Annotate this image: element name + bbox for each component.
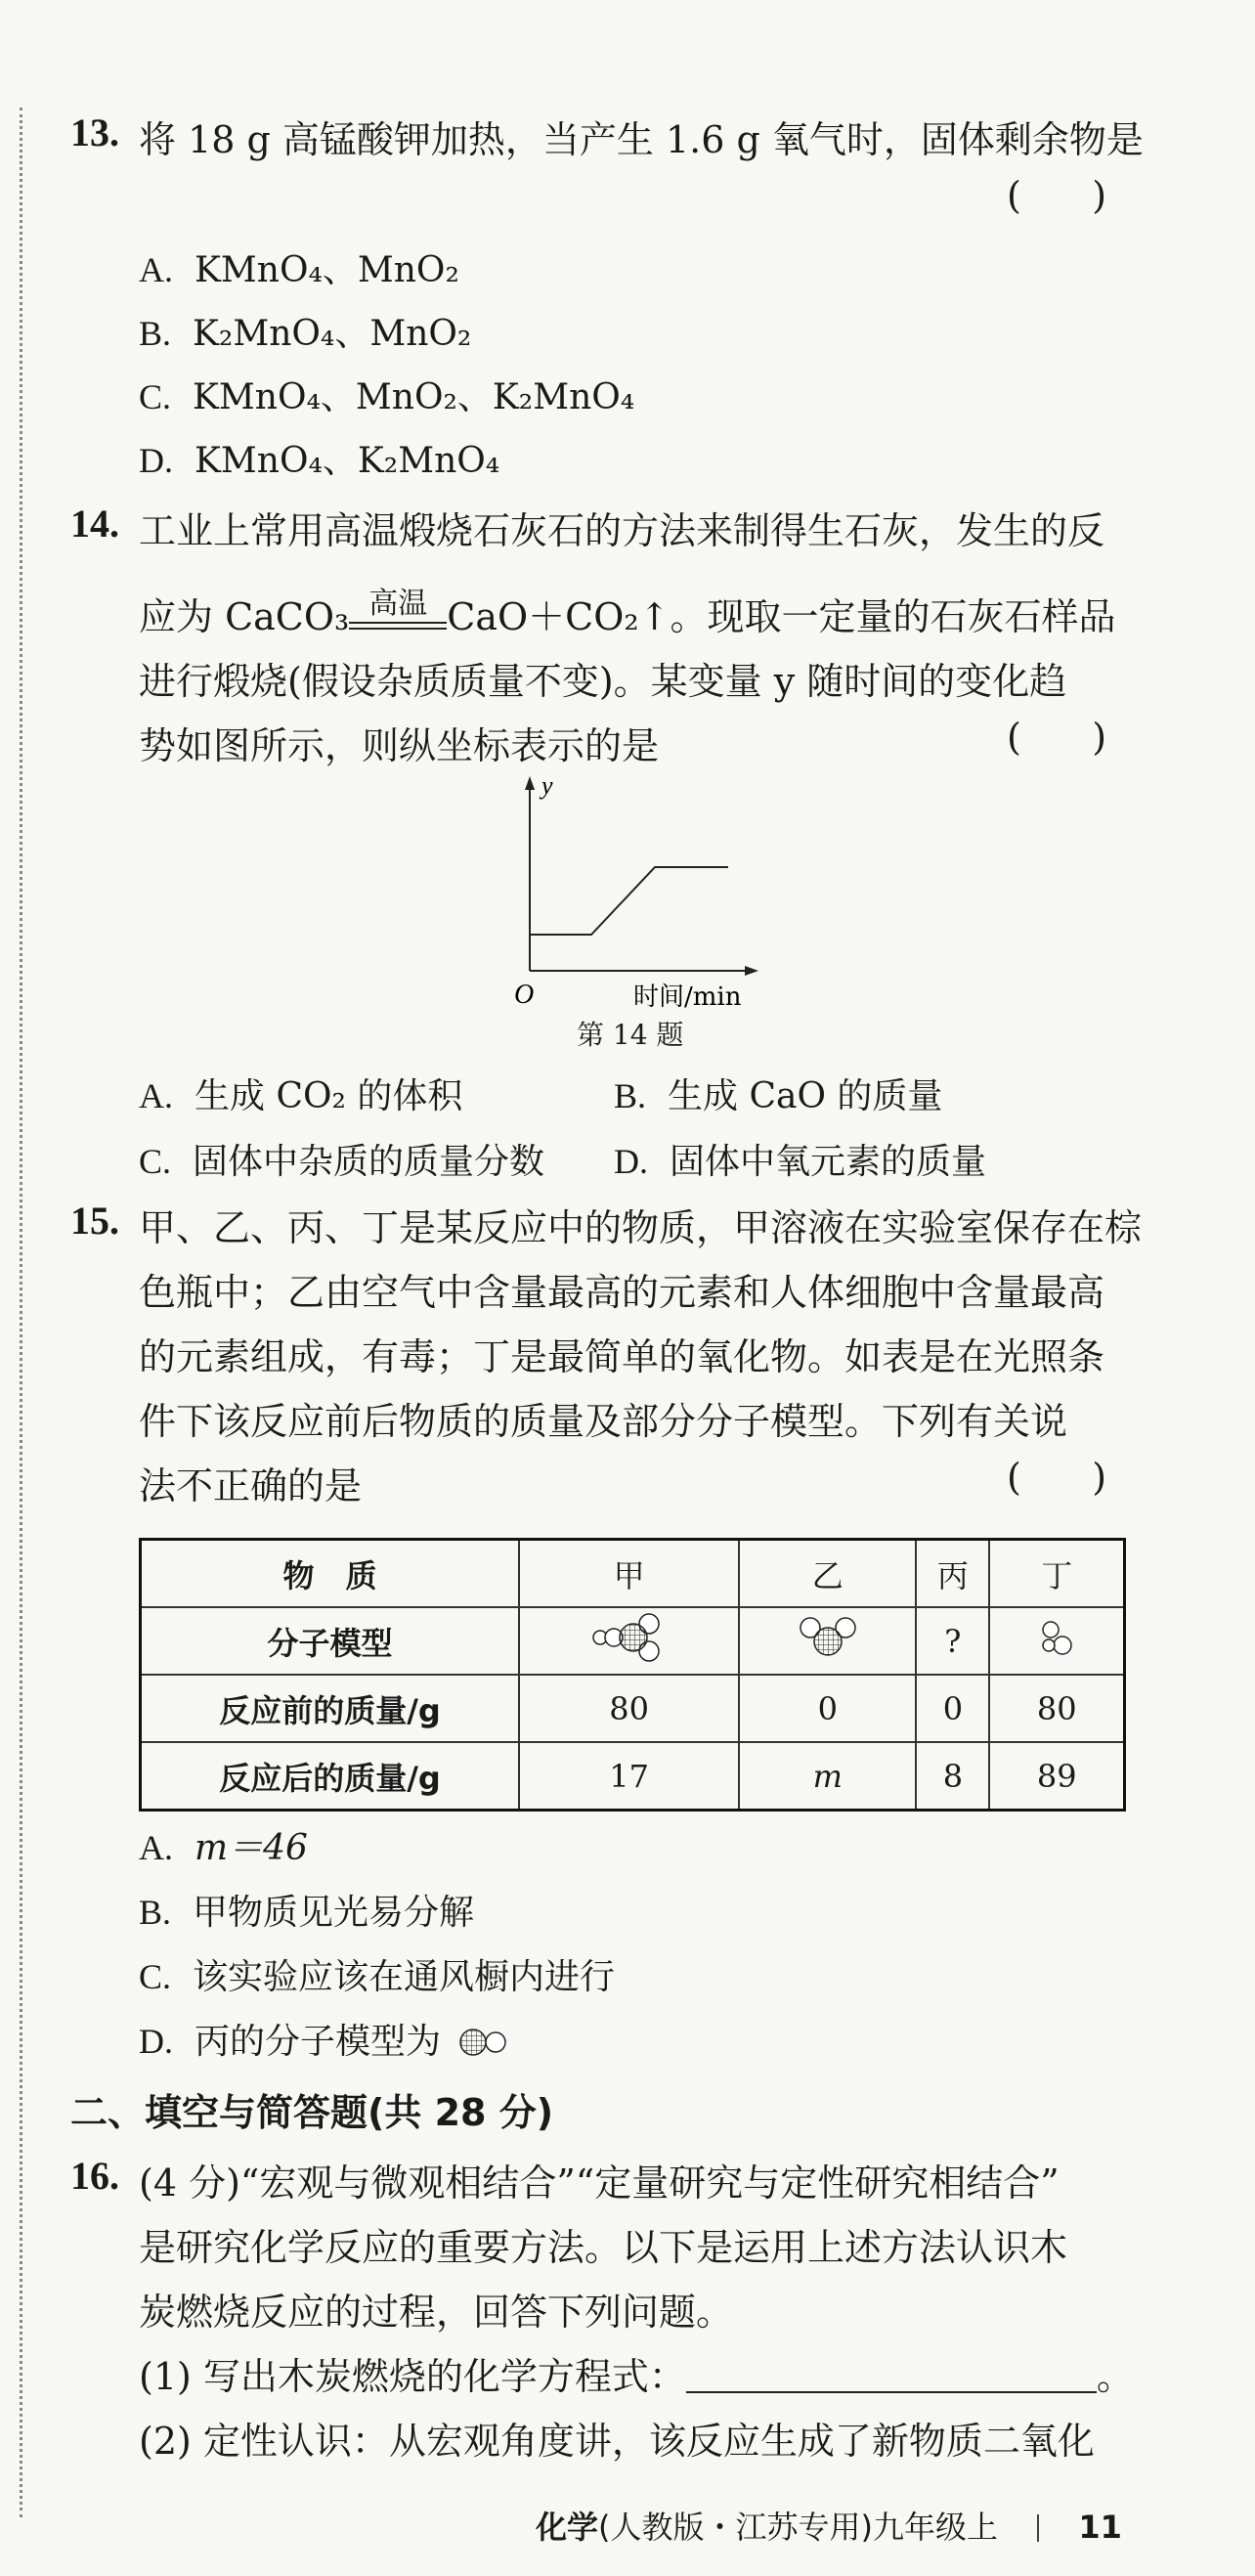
table-row-label: 反应后的质量/g bbox=[141, 1742, 520, 1811]
option-text: 固体中氧元素的质量 bbox=[670, 1142, 987, 1182]
q15-number: 15. bbox=[70, 1199, 119, 1243]
q14-option-b[interactable] bbox=[614, 1069, 942, 1118]
q16-sub1 bbox=[139, 2346, 1134, 2400]
q15-stem-line2: 色瓶中；乙由空气中含量最高的元素和人体细胞中含量最高 bbox=[139, 1271, 1105, 1314]
option-label: B. bbox=[139, 314, 172, 353]
q14-number: 14. bbox=[70, 502, 119, 546]
q13-number: 13. bbox=[70, 110, 119, 154]
q14-stem-line3: 进行煅烧(假设杂质质量不变)。某变量 y 随时间的变化趋 bbox=[139, 660, 1067, 703]
table-header-cell: 乙 bbox=[739, 1540, 916, 1608]
q13-stem: 将 18 g 高锰酸钾加热，当产生 1.6 g 氧气时，固体剩余物是 bbox=[139, 118, 1144, 161]
option-label: A. bbox=[139, 1828, 173, 1867]
molecule-model-ding bbox=[989, 1607, 1124, 1675]
table-cell: 80 bbox=[519, 1675, 739, 1742]
table-cell: 0 bbox=[739, 1675, 916, 1742]
footer-edition: (人教版・江苏专用)九年级上 bbox=[598, 2509, 998, 2546]
table-cell: 80 bbox=[989, 1675, 1124, 1742]
q14-stem-line4: 势如图所示，则纵坐标表示的是 bbox=[139, 724, 660, 767]
option-label: D. bbox=[614, 1142, 648, 1181]
option-label: D. bbox=[139, 2022, 173, 2061]
molecule-jia-icon bbox=[581, 1610, 678, 1665]
q16-stem-line2: 是研究化学反应的重要方法。以下是运用上述方法认识木 bbox=[139, 2226, 1068, 2269]
table-cell: 17 bbox=[519, 1742, 739, 1811]
option-label: A. bbox=[139, 250, 173, 289]
q15-option-d[interactable] bbox=[139, 2014, 520, 2064]
table-header-cell: 丁 bbox=[989, 1540, 1124, 1608]
option-text: 生成 CO₂ 的体积 bbox=[195, 1076, 463, 1116]
q15-stem-line3: 的元素组成，有毒；丁是最简单的氧化物。如表是在光照条 bbox=[139, 1335, 1105, 1378]
q14-stem-line1: 工业上常用高温煅烧石灰石的方法来制得生石灰，发生的反 bbox=[139, 509, 1105, 552]
molecule-model-bing: ? bbox=[916, 1607, 989, 1675]
q15-stem-line4: 件下该反应前后物质的质量及部分分子模型。下列有关说 bbox=[139, 1400, 1068, 1443]
table-row bbox=[141, 1675, 1125, 1742]
molecule-ding-icon bbox=[1027, 1610, 1086, 1665]
table-cell: 89 bbox=[989, 1742, 1124, 1811]
option-label: C. bbox=[139, 377, 172, 416]
q16-stem-line1: (4 分)“宏观与微观相结合”“定量研究与定性研究相结合” bbox=[139, 2161, 1060, 2205]
table-row bbox=[141, 1540, 1125, 1608]
y-axis-label: y bbox=[541, 772, 553, 800]
option-text: 丙的分子模型为 bbox=[195, 2022, 442, 2062]
table-row-label: 反应前的质量/g bbox=[141, 1675, 520, 1742]
trend-line bbox=[530, 867, 728, 935]
table-header-cell: 丙 bbox=[916, 1540, 989, 1608]
molecule-yi-icon bbox=[789, 1610, 867, 1665]
q13-answer-paren: ( ) bbox=[1007, 174, 1107, 217]
q15-stem-line1: 甲、乙、丙、丁是某反应中的物质，甲溶液在实验室保存在棕 bbox=[139, 1206, 1143, 1249]
q13-option-c[interactable] bbox=[139, 370, 634, 419]
table-cell: 0 bbox=[916, 1675, 989, 1742]
page-number: 11 bbox=[1078, 2509, 1122, 2546]
q15-answer-paren: ( ) bbox=[1007, 1456, 1107, 1499]
option-text: m＝46 bbox=[195, 1828, 308, 1868]
q16-sub2: (2) 定性认识：从宏观角度讲，该反应生成了新物质二氧化 bbox=[139, 2420, 1095, 2463]
option-text: 生成 CaO 的质量 bbox=[668, 1076, 943, 1116]
reaction-condition-text: 高温 bbox=[368, 587, 428, 621]
option-label: B. bbox=[139, 1893, 172, 1932]
table-row-label: 分子模型 bbox=[141, 1607, 520, 1675]
origin-label: O bbox=[514, 980, 535, 1010]
q15-stem-line5: 法不正确的是 bbox=[139, 1464, 363, 1507]
q15-option-b[interactable] bbox=[139, 1885, 474, 1935]
x-axis-label: 时间/min bbox=[633, 982, 742, 1012]
q13-option-d[interactable] bbox=[139, 433, 499, 483]
molecule-model-jia bbox=[519, 1607, 739, 1675]
q15-option-a[interactable] bbox=[139, 1820, 308, 1870]
table-header-cell: 物 质 bbox=[141, 1540, 520, 1608]
q14-option-a[interactable] bbox=[139, 1069, 462, 1118]
table-cell: m bbox=[739, 1742, 916, 1811]
section-title: 二、填空与简答题(共 28 分) bbox=[70, 2091, 554, 2134]
q14-option-c[interactable] bbox=[139, 1134, 544, 1184]
y-axis-arrow bbox=[525, 776, 535, 790]
q16-sub1-text: (1) 写出木炭燃烧的化学方程式： bbox=[139, 2355, 686, 2398]
q15-option-c[interactable] bbox=[139, 1949, 615, 1999]
footer-divider bbox=[1037, 2514, 1039, 2542]
option-text: 固体中杂质的质量分数 bbox=[193, 1142, 545, 1182]
option-text: K₂MnO₄、MnO₂ bbox=[193, 314, 472, 354]
q13-option-a[interactable] bbox=[139, 242, 459, 292]
q14-stem-line2 bbox=[139, 587, 1115, 640]
option-label: A. bbox=[139, 1076, 173, 1115]
option-label: D. bbox=[139, 441, 173, 480]
x-axis-arrow bbox=[745, 966, 758, 976]
q16-stem-line3: 炭燃烧反应的过程，回答下列问题。 bbox=[139, 2291, 734, 2334]
option-label: C. bbox=[139, 1957, 172, 1996]
table-header-cell: 甲 bbox=[519, 1540, 739, 1608]
q14-equation-left: 应为 CaCO₃ bbox=[139, 595, 350, 638]
q14-equation-right: CaO＋CO₂↑。现取一定量的石灰石样品 bbox=[447, 595, 1116, 638]
footer-subject: 化学 bbox=[536, 2509, 599, 2546]
option-text: KMnO₄、MnO₂ bbox=[195, 250, 459, 290]
reaction-condition bbox=[349, 587, 447, 630]
q16-number: 16. bbox=[70, 2154, 119, 2198]
q14-graph bbox=[489, 772, 782, 1017]
option-text: 甲物质见光易分解 bbox=[193, 1893, 475, 1933]
table-cell: 8 bbox=[916, 1742, 989, 1811]
molecule-bing-icon bbox=[452, 2026, 520, 2059]
table-row bbox=[141, 1742, 1125, 1811]
molecule-model-yi bbox=[739, 1607, 916, 1675]
option-text: 该实验应该在通风橱内进行 bbox=[193, 1957, 616, 1997]
option-text: KMnO₄、K₂MnO₄ bbox=[195, 441, 500, 481]
q15-table bbox=[139, 1538, 1126, 1812]
option-label: B. bbox=[614, 1076, 647, 1115]
table-row bbox=[141, 1607, 1125, 1675]
q16-sub1-end: 。 bbox=[1096, 2355, 1134, 2398]
q14-option-d[interactable] bbox=[614, 1134, 986, 1184]
q14-figure-caption: 第 14 题 bbox=[577, 1019, 684, 1051]
q13-option-b[interactable] bbox=[139, 306, 471, 356]
binding-dotted-line bbox=[20, 108, 22, 2517]
option-label: C. bbox=[139, 1142, 172, 1181]
option-text: KMnO₄、MnO₂、K₂MnO₄ bbox=[193, 377, 635, 417]
reaction-equals-sign bbox=[349, 622, 447, 630]
q14-answer-paren: ( ) bbox=[1007, 716, 1107, 759]
page-footer bbox=[536, 2503, 1122, 2548]
answer-blank[interactable] bbox=[686, 2362, 1097, 2393]
